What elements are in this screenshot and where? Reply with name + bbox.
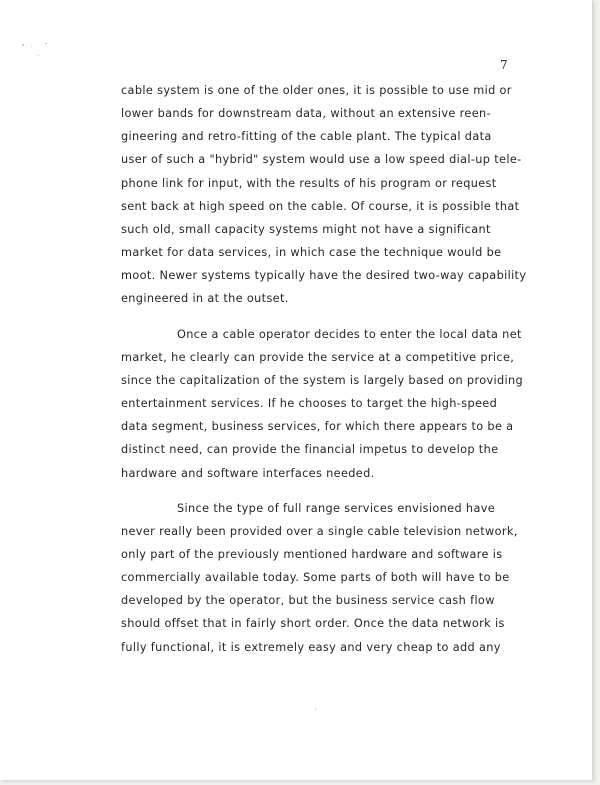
text-line: market for data services, in which case the technique would be (121, 246, 502, 260)
text-line: fully functional, it is extremely easy and very cheap to add any (121, 640, 501, 654)
scan-speck (31, 46, 32, 47)
text-line: should offset that in fairly short order. Once the data network is (121, 617, 505, 631)
scan-speck (45, 43, 47, 44)
text-line: developed by the operator, but the business service cash flow (121, 594, 495, 608)
text-line: market, he clearly can provide the service at a competitive price, (121, 350, 515, 364)
text-line: only part of the previously mentioned hardware and software is (121, 547, 503, 561)
text-line: Once a cable operator decides to enter the local data net (177, 327, 522, 341)
text-line: since the capitalization of the system is largely based on providing (121, 373, 524, 387)
text-line: user of such a "hybrid" system would use a low speed dial-up tele- (121, 153, 522, 167)
text-line: moot. Newer systems typically have the desired two-way capability (121, 269, 527, 283)
text-line: commercially available today. Some parts of both will have to be (121, 571, 510, 585)
text-line: phone link for input, with the results of his program or request (121, 176, 497, 190)
text-line: distinct need, can provide the financial impetus to develop the (121, 443, 499, 457)
text-line: never really been provided over a single cable television network, (121, 524, 518, 538)
paragraph-1 (121, 79, 527, 311)
text-line: cable system is one of the older ones, it is possible to use mid or (121, 84, 512, 97)
text-line: data segment, business services, for which there appears to be a (121, 420, 514, 434)
paragraph-3 (121, 497, 516, 659)
paragraph-2 (121, 323, 524, 485)
body-text (121, 79, 527, 659)
text-line: entertainment services. If he chooses to target the high-speed (121, 397, 498, 411)
text-line: gineering and retro-fitting of the cable plant. The typical data (121, 130, 492, 144)
page-number: 7 (500, 58, 508, 72)
text-line: lower bands for downstream data, without an extensive reen- (121, 107, 491, 121)
text-line: Since the type of full range services envisioned have (177, 501, 496, 515)
text-line: such old, small capacity systems might not have a significant (121, 222, 491, 236)
text-line: sent back at high speed on the cable. Of course, it is possible that (121, 199, 520, 213)
scan-speck (315, 708, 316, 710)
scan-speck (22, 44, 24, 46)
scan-speck (38, 55, 39, 56)
text-line: engineered in at the outset. (121, 292, 289, 306)
text-line: hardware and software interfaces needed. (121, 466, 375, 480)
